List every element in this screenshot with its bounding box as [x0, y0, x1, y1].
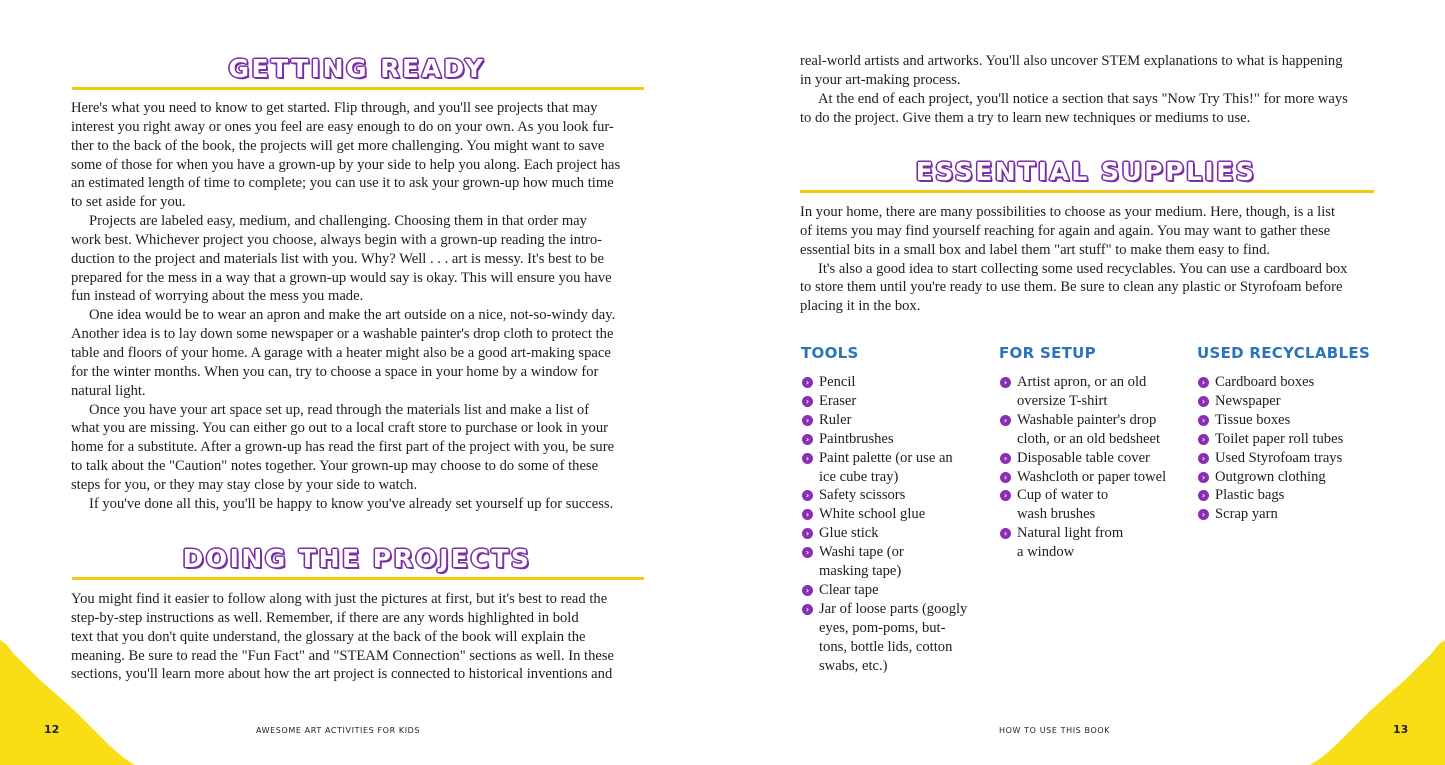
text-line: step-by-step instructions as well. Remember, if there are any words highlighted in bold — [71, 609, 579, 626]
list-item-line: Toilet paper roll tubes — [1215, 430, 1344, 447]
column-heading-for-setup: FOR SETUP — [999, 344, 1096, 362]
list-item-line: Cardboard boxes — [1215, 374, 1315, 390]
list-item-line: Jar of loose parts (googly — [819, 600, 968, 617]
text-line: prepared for the mess in a way that a grown-up would say is okay. This will ensure you have — [71, 269, 612, 286]
list-item-text — [1017, 468, 1189, 487]
list-item-line: a window — [1017, 544, 1075, 561]
list-item-text — [819, 505, 991, 524]
list-item — [801, 373, 991, 392]
getting-ready-text — [71, 99, 646, 514]
chevron-right-circle-icon: › — [802, 509, 813, 520]
list-item-line: Artist apron, or an old — [1017, 374, 1147, 390]
chevron-right-circle-icon: › — [802, 528, 813, 539]
chevron-right-circle-icon: › — [1198, 453, 1209, 464]
paragraph — [71, 590, 646, 684]
paragraph — [71, 306, 646, 400]
list-item — [1197, 373, 1397, 392]
text-line: It's also a good idea to start collecting some used recyclables. You can use a cardboard box — [818, 260, 1348, 277]
paragraph — [800, 90, 1380, 128]
list-item-line: Cup of water to — [1017, 487, 1109, 504]
list-item — [801, 430, 991, 449]
text-line: meaning. Be sure to read the "Fun Fact" and "STEAM Connection" sections as well. In these — [71, 647, 615, 664]
text-line: In your home, there are many possibilities to choose as your medium. Here, though, is a list — [800, 204, 1335, 220]
list-item-text — [1215, 468, 1397, 487]
list-item-text — [819, 392, 991, 411]
list-item — [801, 600, 991, 676]
list-item-line: Outgrown clothing — [1215, 468, 1326, 485]
list-item-line: Eraser — [819, 392, 857, 409]
heading-rule — [800, 190, 1374, 193]
chevron-right-circle-icon: › — [802, 585, 813, 596]
text-line: If you've done all this, you'll be happy to know you've already set yourself up for success. — [89, 495, 614, 512]
supplies-text — [800, 203, 1380, 316]
list-item-line: Pencil — [819, 374, 856, 390]
list-item-text — [819, 543, 991, 581]
page-number: 13 — [1393, 723, 1409, 736]
list-item — [999, 468, 1189, 487]
chevron-right-circle-icon: › — [802, 377, 813, 388]
list-item-text — [819, 373, 991, 392]
list-item — [999, 411, 1189, 449]
list-item — [801, 543, 991, 581]
left-page — [0, 0, 722, 765]
list-item — [999, 373, 1189, 411]
column-heading-tools: TOOLS — [801, 344, 859, 362]
paragraph — [800, 203, 1380, 260]
text-line: to store them until you're ready to use them. Be sure to clean any plastic or Styrofoam before — [800, 279, 1343, 296]
list-item-line: Ruler — [819, 411, 852, 428]
list-item-text — [1017, 449, 1189, 468]
text-line: Once you have your art space set up, read through the materials list and make a list of — [89, 401, 590, 418]
list-item — [801, 505, 991, 524]
list-item — [801, 411, 991, 430]
list-item-line: ice cube tray) — [819, 468, 899, 485]
list-item-text — [819, 486, 991, 505]
chevron-right-circle-icon: › — [1000, 528, 1011, 539]
text-line: in your art-making process. — [800, 71, 961, 88]
list-item-line: White school glue — [819, 506, 926, 523]
list-item-line: Disposable table cover — [1017, 449, 1150, 466]
text-line: interest you right away or ones you feel are easy enough to do on your own. As you look fur- — [71, 118, 614, 135]
text-line: an estimated length of time to complete; you can use it to ask your grown-up how much time — [71, 175, 614, 192]
list-item-line: Washcloth or paper towel — [1017, 468, 1167, 485]
text-line: text that you don't quite understand, the glossary at the back of the book will explain the — [71, 628, 586, 645]
list-item — [1197, 449, 1397, 468]
chevron-right-circle-icon: › — [802, 415, 813, 426]
paragraph — [71, 99, 646, 212]
text-line: fun instead of worrying about the mess you made. — [71, 288, 364, 305]
text-line: what you are missing. You can either go out to a local craft store to purchase or look in your — [71, 420, 609, 437]
list-item — [801, 486, 991, 505]
list-item-text — [819, 600, 991, 676]
text-line: Here's what you need to know to get started. Flip through, and you'll see projects that may — [71, 100, 598, 116]
chevron-right-circle-icon: › — [1000, 472, 1011, 483]
heading-essential-supplies: ESSENTIAL SUPPLIES — [915, 157, 1257, 186]
list-item-line: Clear tape — [819, 581, 879, 598]
list-item-line: swabs, etc.) — [819, 657, 888, 674]
list-item-text — [1017, 373, 1189, 411]
list-item-line: eyes, pom-poms, but- — [819, 619, 946, 636]
chevron-right-circle-icon: › — [1000, 453, 1011, 464]
chevron-right-circle-icon: › — [1198, 396, 1209, 407]
list-item-text — [1215, 373, 1397, 392]
paragraph — [800, 52, 1380, 90]
paragraph — [71, 495, 646, 514]
tools-list — [801, 373, 991, 676]
text-line: essential bits in a small box and label them "art stuff" to make them easy to find. — [800, 241, 1271, 258]
text-line: for the winter months. When you can, try to choose a space in your home by a window for — [71, 363, 599, 380]
list-item-text — [1017, 411, 1189, 449]
paragraph — [71, 212, 646, 306]
list-item — [1197, 392, 1397, 411]
list-item-line: Washable painter's drop — [1017, 411, 1157, 428]
text-line: duction to the project and materials list with you. Why? Well . . . art is messy. It's best to be — [71, 250, 604, 267]
list-item-line: Plastic bags — [1215, 487, 1285, 504]
doing-projects-text — [71, 590, 646, 684]
text-line: some of those for when you have a grown-up by your side to help you along. Each project has — [71, 156, 621, 173]
text-line: table and floors of your home. A garage with a heater might also be a good art-making space — [71, 344, 611, 361]
chevron-right-circle-icon: › — [1198, 415, 1209, 426]
list-item — [1197, 430, 1397, 449]
page-number: 12 — [44, 723, 60, 736]
heading-getting-ready: GETTING READY — [228, 54, 486, 83]
text-line: natural light. — [71, 382, 146, 399]
list-item-line: Safety scissors — [819, 487, 906, 504]
text-line: to set aside for you. — [71, 194, 186, 211]
text-line: of items you may find yourself reaching for again and again. You may want to gather these — [800, 222, 1331, 239]
list-item-text — [1215, 392, 1397, 411]
list-item-text — [1215, 486, 1397, 505]
list-item-text — [1215, 430, 1397, 449]
chevron-right-circle-icon: › — [1198, 434, 1209, 445]
list-item — [801, 449, 991, 487]
heading-doing-the-projects: DOING THE PROJECTS — [182, 544, 532, 573]
text-line: to do the project. Give them a try to learn new techniques or mediums to use. — [800, 109, 1251, 126]
corner-decoration-right — [1310, 640, 1445, 765]
text-line: real-world artists and artworks. You'll also uncover STEM explanations to what is happening — [800, 53, 1343, 69]
text-line: Another idea is to lay down some newspaper or a washable painter's drop cloth to protect the — [71, 326, 614, 343]
list-item — [1197, 411, 1397, 430]
chevron-right-circle-icon: › — [802, 490, 813, 501]
list-item — [801, 392, 991, 411]
text-line: steps for you, or they may stay close by your side to watch. — [71, 476, 418, 493]
list-item-text — [819, 581, 991, 600]
list-item — [1197, 468, 1397, 487]
list-item-text — [1017, 524, 1189, 562]
list-item-line: oversize T-shirt — [1017, 392, 1108, 409]
text-line: Projects are labeled easy, medium, and challenging. Choosing them in that order may — [89, 213, 587, 230]
continued-text — [800, 52, 1380, 127]
list-item-line: Scrap yarn — [1215, 506, 1278, 523]
list-item-text — [1215, 411, 1397, 430]
list-item — [999, 449, 1189, 468]
text-line: One idea would be to wear an apron and make the art outside on a nice, not-so-windy day. — [89, 307, 616, 324]
list-item-line: cloth, or an old bedsheet — [1017, 430, 1161, 447]
chevron-right-circle-icon: › — [1000, 490, 1011, 501]
list-item-text — [819, 449, 991, 487]
text-line: ther to the back of the book, the projects will get more challenging. You might want to save — [71, 137, 605, 154]
list-item-line: Paint palette (or use an — [819, 449, 953, 466]
list-item-text — [819, 411, 991, 430]
list-item-text — [1215, 449, 1397, 468]
chevron-right-circle-icon: › — [802, 547, 813, 558]
list-item — [801, 581, 991, 600]
list-item — [1197, 486, 1397, 505]
text-line: to talk about the "Caution" notes together. Your grown-up may choose to do some of these — [71, 458, 599, 475]
list-item-line: Glue stick — [819, 525, 879, 542]
list-item-line: Used Styrofoam trays — [1215, 449, 1343, 466]
used-recyclables-list — [1197, 373, 1397, 524]
chevron-right-circle-icon: › — [802, 604, 813, 615]
right-page — [722, 0, 1445, 765]
list-item — [801, 524, 991, 543]
list-item-line: wash brushes — [1017, 506, 1096, 523]
column-heading-used-recyclables: USED RECYCLABLES — [1197, 344, 1371, 362]
heading-rule — [72, 577, 644, 580]
chevron-right-circle-icon: › — [802, 453, 813, 464]
list-item-text — [819, 524, 991, 543]
list-item-line: Paintbrushes — [819, 430, 894, 447]
list-item-line: Natural light from — [1017, 525, 1124, 542]
text-line: home for a substitute. After a grown-up has read the first part of the project with you, be sure — [71, 439, 615, 456]
text-line: You might find it easier to follow along with just the pictures at first, but it's best to read the — [71, 591, 608, 607]
paragraph — [800, 260, 1380, 317]
chevron-right-circle-icon: › — [1198, 509, 1209, 520]
text-line: work best. Whichever project you choose, always begin with a grown-up reading the intro- — [71, 231, 603, 248]
list-item-line: Newspaper — [1215, 392, 1281, 409]
list-item — [999, 486, 1189, 524]
running-footer: HOW TO USE THIS BOOK — [999, 726, 1111, 735]
chevron-right-circle-icon: › — [1198, 377, 1209, 388]
chevron-right-circle-icon: › — [1198, 490, 1209, 501]
chevron-right-circle-icon: › — [1000, 415, 1011, 426]
list-item-line: Tissue boxes — [1215, 411, 1291, 428]
text-line: sections, you'll learn more about how the art project is connected to historical inventions and — [71, 666, 613, 683]
list-item-text — [819, 430, 991, 449]
text-line: At the end of each project, you'll notice a section that says "Now Try This!" for more ways — [818, 90, 1348, 107]
chevron-right-circle-icon: › — [1198, 472, 1209, 483]
list-item-text — [1017, 486, 1189, 524]
list-item-line: Washi tape (or — [819, 544, 904, 561]
for-setup-list — [999, 373, 1189, 562]
text-line: placing it in the box. — [800, 298, 921, 315]
paragraph — [71, 401, 646, 495]
chevron-right-circle-icon: › — [802, 434, 813, 445]
list-item — [1197, 505, 1397, 524]
list-item-text — [1215, 505, 1397, 524]
running-footer: AWESOME ART ACTIVITIES FOR KIDS — [256, 726, 421, 735]
chevron-right-circle-icon: › — [1000, 377, 1011, 388]
list-item — [999, 524, 1189, 562]
list-item-line: masking tape) — [819, 563, 902, 580]
list-item-line: tons, bottle lids, cotton — [819, 638, 953, 655]
heading-rule — [72, 87, 644, 90]
chevron-right-circle-icon: › — [802, 396, 813, 407]
